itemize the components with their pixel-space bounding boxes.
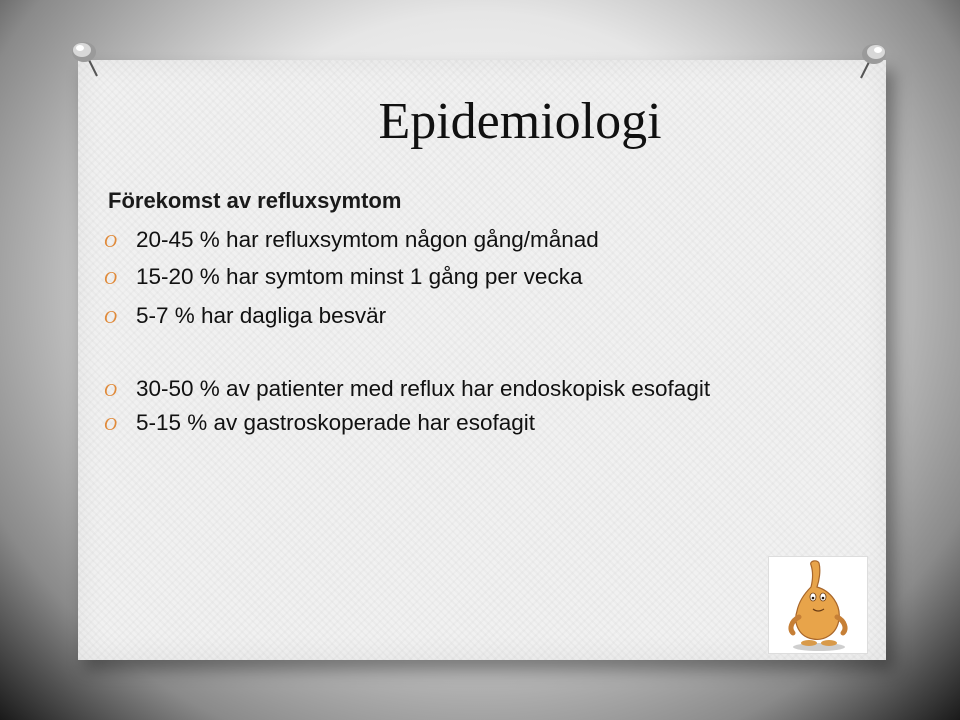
list-item (104, 303, 386, 330)
bullet-marker: O (104, 380, 117, 400)
bullet-marker: O (104, 231, 117, 251)
bullet-marker: O (104, 268, 117, 288)
slide-board (78, 60, 886, 660)
bullet-marker: O (104, 414, 117, 434)
pushpin-icon (858, 40, 888, 82)
bullet-text: 15-20 % har symtom minst 1 gång per vecka (136, 264, 583, 289)
bullet-text: 5-15 % av gastroskoperade har esofagit (136, 410, 535, 435)
slide-subtitle: Förekomst av refluxsymtom (108, 188, 402, 213)
list-item (104, 264, 582, 291)
bullet-marker: O (104, 307, 117, 327)
bullet-text: 5-7 % har dagliga besvär (136, 303, 387, 328)
list-item (104, 410, 535, 437)
pushpin-icon (70, 38, 100, 80)
bullet-text: 20-45 % har refluxsymtom någon gång/månad (136, 227, 599, 252)
stomach-character-icon (769, 557, 867, 653)
list-item (104, 227, 599, 254)
bullet-text: 30-50 % av patienter med reflux har endoskopisk esofagit (136, 376, 711, 401)
stomach-character-illustration (768, 556, 868, 654)
list-item (104, 376, 710, 403)
slide-title: Epidemiologi (378, 93, 662, 150)
